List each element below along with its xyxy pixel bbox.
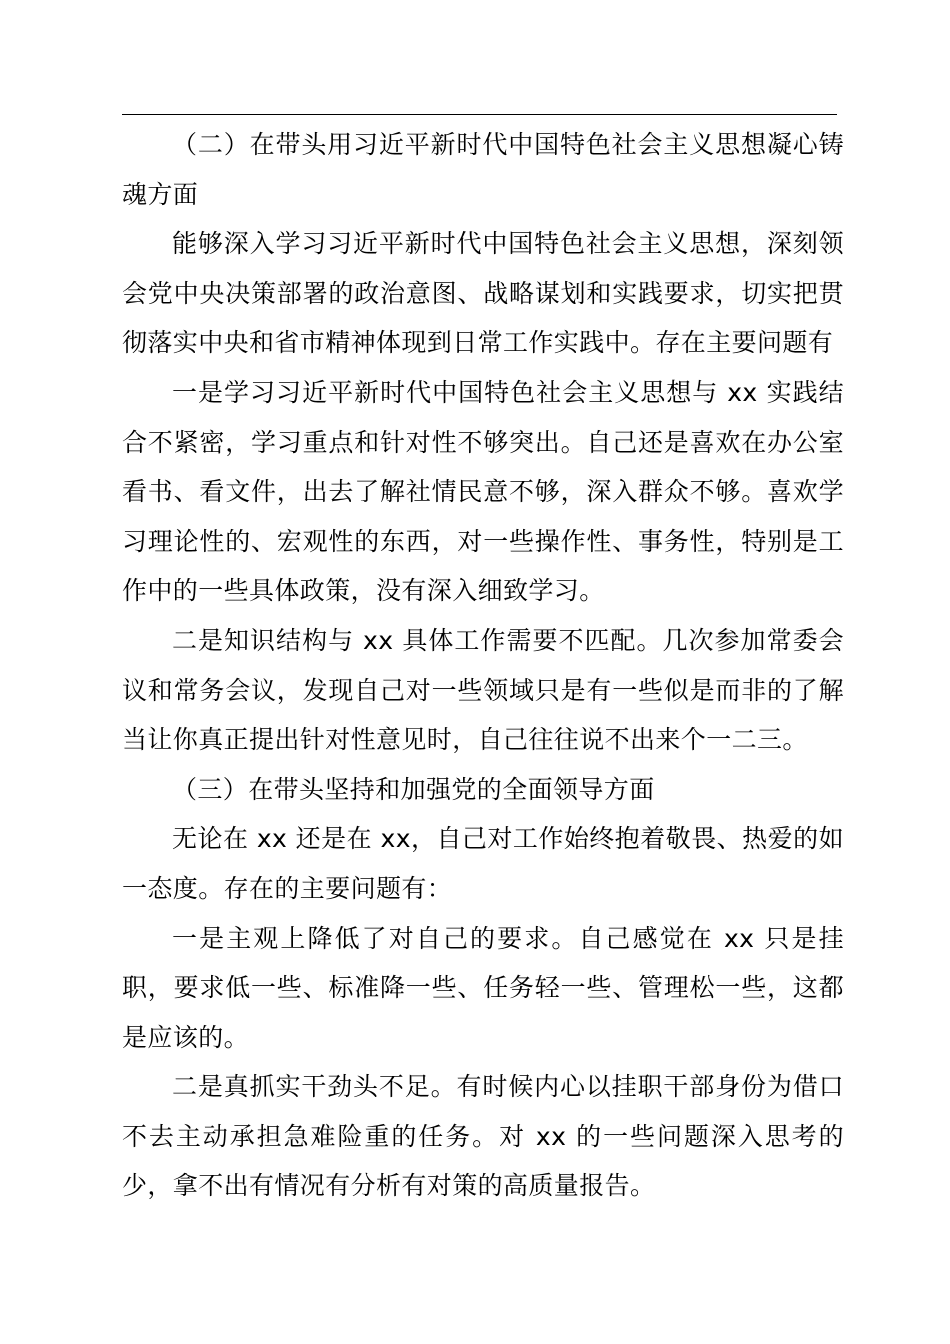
section3-intro-paragraph: 无论在 xx 还是在 xx，自己对工作始终抱着敬畏、热爱的如一态度。存在的主要问题有： <box>122 824 844 903</box>
section3-issue-2-paragraph: 二是真抓实干劲头不足。有时候内心以挂职干部身份为借口不去主动承担急难险重的任务。对 xx 的一些问题深入思考的少，拿不出有情况有分析有对策的高质量报告。 <box>122 1072 844 1201</box>
document-body <box>122 120 844 1211</box>
section3-issue-1-paragraph: 一是主观上降低了对自己的要求。自己感觉在 xx 只是挂职，要求低一些、标准降一些、任务轻一些、管理松一些，这都是应该的。 <box>122 923 844 1052</box>
section2-intro-paragraph: 能够深入学习习近平新时代中国特色社会主义思想，深刻领会党中央决策部署的政治意图、战略谋划和实践要求，切实把贯彻落实中央和省市精神体现到日常工作实践中。存在主要问题有 <box>122 229 844 358</box>
issue-1-paragraph: 一是学习习近平新时代中国特色社会主义思想与 xx 实践结合不紧密，学习重点和针对性不够突出。自己还是喜欢在办公室看书、看文件，出去了解社情民意不够，深入群众不够。喜欢学习理论性的、宏观性的东西，对一些操作性、事务性，特别是工作中的一些具体政策，没有深入细致学习。 <box>122 377 844 606</box>
issue-2-paragraph: 二是知识结构与 xx 具体工作需要不匹配。几次参加常委会议和常务会议，发现自己对一些领域只是有一些似是而非的了解当让你真正提出针对性意见时，自己往往说不出来个一二三。 <box>122 625 844 755</box>
section3-heading: （三）在带头坚持和加强党的全面领导方面 <box>172 774 655 804</box>
section2-heading: （二）在带头用习近平新时代中国特色社会主义思想凝心铸魂方面 <box>122 130 844 209</box>
header-rule <box>122 114 837 115</box>
